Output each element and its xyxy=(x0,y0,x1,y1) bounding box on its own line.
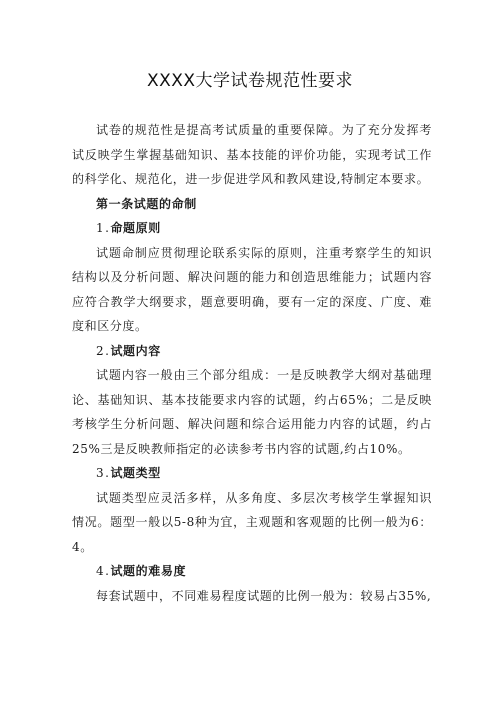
section-number: 3. xyxy=(96,466,111,480)
section-title: 试题内容 xyxy=(110,343,161,358)
section-heading-4 xyxy=(72,559,432,584)
section-heading-2 xyxy=(72,339,432,364)
section-title: 试题的难易度 xyxy=(110,564,187,578)
section-paragraph-1: 试题命制应贯彻理论联系实际的原则，注重考察学生的知识结构以及分析问题、解决问题的能力和创造思维能力；试题内容应符合教学大纲要求，题意要明确，要有一定的深度、广度、难度和区分度。 xyxy=(72,245,432,333)
section-number: 4. xyxy=(96,564,111,578)
section-number: 2. xyxy=(96,343,111,358)
section-heading-1 xyxy=(72,216,432,241)
section-paragraph-2: 试题内容一般由三个部分组成：一是反映教学大纲对基础理论、基础知识、基本技能要求内容的试题，约占65%；二是反映考核学生分析问题、解决问题和综合运用能力内容的试题，约占25%三是反映教师指定的必读参考书内容的试题,约占10%。 xyxy=(72,368,432,456)
section-paragraph-3: 试题类型应灵活多样，从多角度、多层次考核学生掌握知识情况。题型一般以5-8种为宜，主观题和客观题的比例一般为6：4。 xyxy=(72,490,432,554)
section-heading-3 xyxy=(72,461,432,486)
document-title: XXXX大学试卷规范性要求 xyxy=(146,71,354,91)
section-paragraph-4: 每套试题中，不同难易程度试题的比例一般为：较易占35%, xyxy=(96,588,432,603)
article-heading: 第一条试题的命制 xyxy=(96,196,197,211)
section-title: 命题原则 xyxy=(110,221,161,235)
section-number: 1. xyxy=(96,221,111,235)
section-title: 试题类型 xyxy=(110,466,161,480)
document-body xyxy=(72,118,432,608)
intro-paragraph: 试卷的规范性是提高考试质量的重要保障。为了充分发挥考试反映学生掌握基础知识、基本技能的评价功能，实现考试工作的科学化、规范化，进一步促进学风和教风建设,特制定本要求。 xyxy=(72,123,432,186)
